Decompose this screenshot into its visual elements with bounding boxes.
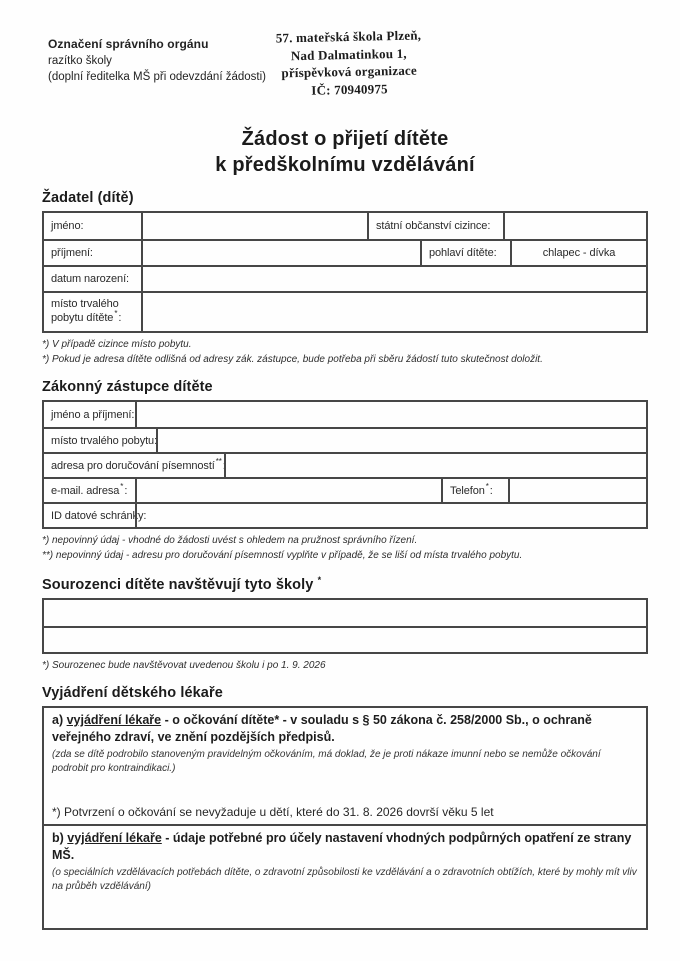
- footnote-mark: *: [114, 309, 118, 319]
- sibling-school-row-2: [44, 626, 646, 652]
- vaccination-statement-note: (zda se dítě podrobilo stanoveným pravidelným očkováním, má doklad, že je proti nákaze imunní nebo se nemůže očkování podrobit pro kontraindikaci.): [52, 748, 601, 774]
- footnote-mark: **: [215, 456, 222, 466]
- doctor-section-heading: Vyjádření dětského lékaře: [42, 684, 223, 701]
- stamp-school-name: 57. mateřská škola Plzeň,: [275, 27, 422, 46]
- school-stamp: [253, 26, 444, 100]
- table-row: [44, 239, 646, 265]
- mailing-address-input: [224, 454, 646, 477]
- form-header: [42, 28, 648, 116]
- guardian-table: [42, 400, 648, 529]
- email-label: e-mail. adresa*:: [51, 481, 128, 497]
- guardian-name-input: [135, 402, 646, 427]
- support-measures-box: [42, 824, 648, 930]
- gender-value: chlapec - dívka: [510, 241, 646, 265]
- stamp-ico: IČ: 70940975: [311, 80, 388, 98]
- vaccination-statement-title: a) vyjádření lékaře - o očkování dítěte* - v souladu s § 50 zákona č. 258/2000 Sb., o ochraně veřejného zdraví, ve znění pozdějších předpisů.: [52, 712, 592, 744]
- table-row: [44, 291, 646, 331]
- support-measures-note: (o speciálních vzdělávacích potřebách dítěte, o zdravotní způsobilosti ke vzdělávání a o zdravotních obtížích, které by mohly mít vliv na průběh vzdělávání): [52, 866, 637, 892]
- guardian-residence-label: místo trvalého pobytu:: [51, 434, 158, 447]
- table-row: [44, 427, 646, 452]
- table-row: [44, 477, 646, 502]
- stamp-street: Nad Dalmatinkou 1,: [290, 45, 407, 63]
- vaccination-exemption-footnote: *) Potvrzení o očkování se nevyžaduje u dětí, které do 31. 8. 2026 dovrší věku 5 let: [52, 804, 494, 819]
- underlined-phrase: vyjádření lékaře: [67, 830, 162, 845]
- applicant-table: [42, 211, 648, 333]
- footnote-mark: *: [120, 481, 124, 491]
- table-row: [44, 452, 646, 477]
- table-row: [44, 265, 646, 291]
- applicant-footnotes: [42, 337, 648, 367]
- child-last-name-input: [141, 241, 420, 265]
- child-first-name-input: [141, 213, 367, 239]
- school-stamp-note: razítko školy: [48, 54, 112, 67]
- child-residence-input: [141, 293, 646, 331]
- applicant-section-heading: Žadatel (dítě): [42, 190, 134, 206]
- siblings-footnote: *) Sourozenec bude navštěvovat uvedenou školu i po 1. 9. 2026: [42, 659, 326, 671]
- guardian-section-heading: Zákonný zástupce dítěte: [42, 379, 213, 395]
- sibling-school-row-1: [44, 600, 646, 626]
- guardian-footnote-1: *) nepovinný údaj - vhodné do žádosti uvést s ohledem na pružnost správního řízení.: [42, 535, 418, 546]
- guardian-name-label: jméno a příjmení:: [51, 408, 135, 421]
- applicant-footnote-1: *) V případě cizince místo pobytu.: [42, 339, 192, 350]
- guardian-footnote-2: **) nepovinný údaj - adresu pro doručování písemností vyplňte v případě, že se liší od místa trvalého pobytu.: [42, 550, 523, 561]
- child-first-name-label: jméno:: [51, 220, 84, 232]
- child-residence-label: místo trvalého pobytu dítěte*:: [51, 298, 122, 324]
- form-title: [42, 126, 648, 178]
- applicant-footnote-2: *) Pokud je adresa dítěte odlišná od adresy zák. zástupce, bude potřeba při sběru žádostí tuto skutečnost doložit.: [42, 354, 543, 365]
- guardian-residence-input: [156, 429, 646, 452]
- email-input: [135, 479, 441, 502]
- mailing-address-label: adresa pro doručování písemností**:: [51, 456, 226, 472]
- footnote-mark: *: [485, 481, 489, 491]
- birth-date-input: [141, 267, 646, 291]
- siblings-box: [42, 598, 648, 654]
- citizenship-input: [503, 213, 646, 239]
- databox-input: [135, 504, 646, 527]
- databox-label: ID datové schránky:: [51, 509, 147, 522]
- underlined-phrase: vyjádření lékaře: [66, 712, 162, 727]
- vaccination-statement-box: [42, 706, 648, 826]
- director-note: (doplní ředitelka MŠ při odevzdání žádosti): [48, 70, 266, 83]
- birth-date-label: datum narození:: [51, 273, 129, 285]
- phone-input: [508, 479, 646, 502]
- org-designation-block: [48, 36, 266, 85]
- form-title-line1: Žádost o přijetí dítěte: [241, 128, 449, 150]
- phone-label: Telefon*:: [441, 479, 508, 502]
- gender-label: pohlaví dítěte:: [420, 241, 510, 265]
- child-last-name-label: příjmení:: [51, 247, 93, 259]
- form-title-line2: k předškolnímu vzdělávání: [215, 154, 475, 176]
- table-row: [44, 213, 646, 239]
- siblings-section-heading: Sourozenci dítěte navštěvují tyto školy *: [42, 575, 322, 593]
- table-row: [44, 502, 646, 527]
- stamp-org-type: příspěvková organizace: [281, 62, 418, 81]
- guardian-footnotes: [42, 533, 648, 563]
- org-designation-label: Označení správního orgánu: [48, 37, 209, 51]
- table-row: [44, 402, 646, 427]
- citizenship-label: státní občanství cizince:: [367, 213, 503, 239]
- support-measures-title: b) vyjádření lékaře - údaje potřebné pro účely nastavení vhodných podpůrných opatření ze strany MŠ.: [52, 830, 632, 862]
- footnote-mark: *: [317, 575, 322, 585]
